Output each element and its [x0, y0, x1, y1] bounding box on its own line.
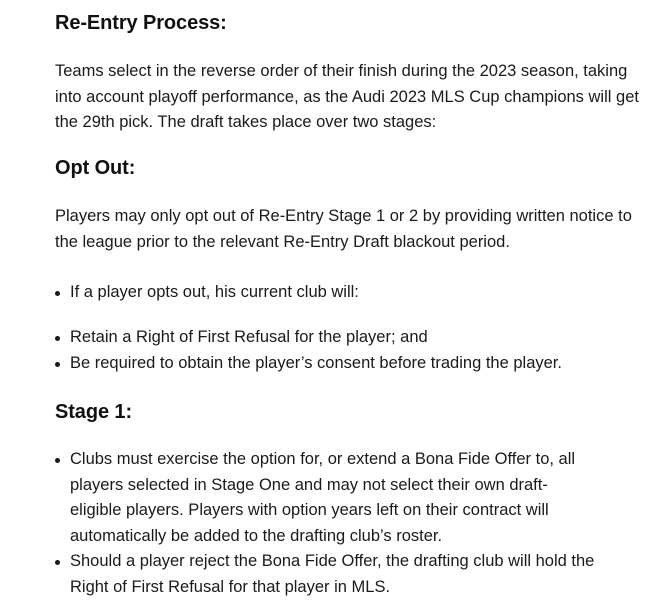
list-item [55, 325, 655, 351]
optout-heading: Opt Out: [55, 157, 136, 179]
list-item [55, 549, 595, 600]
optout-list-intro [55, 280, 655, 306]
list-item [55, 351, 655, 377]
bullet-icon [55, 291, 60, 296]
list-item-text: Be required to obtain the player’s consent before trading the player. [70, 353, 562, 372]
list-item-text: Should a player reject the Bona Fide Offer, the drafting club will hold the Right of First Refusal for that player in MLS. [70, 552, 595, 596]
list-item [55, 447, 595, 549]
stage1-list [55, 447, 595, 600]
bullet-icon [55, 560, 60, 565]
list-item-text: If a player opts out, his current club will: [70, 283, 359, 301]
list-item-text: Retain a Right of First Refusal for the player; and [70, 328, 428, 346]
list-item [55, 280, 655, 306]
bullet-icon [55, 336, 60, 341]
optout-list-conditions [55, 325, 655, 376]
stage1-heading: Stage 1: [55, 401, 133, 423]
reentry-paragraph: Teams select in the reverse order of their finish during the 2023 season, taking into account playoff performance, as the Audi 2023 MLS Cup champions will get the 29th pick. The draft takes place over two stages: [55, 62, 639, 131]
reentry-heading: Re-Entry Process: [55, 12, 227, 34]
bullet-icon [55, 458, 60, 463]
bullet-icon [55, 362, 60, 367]
list-item-text: Clubs must exercise the option for, or extend a Bona Fide Offer to, all players selected in Stage One and may not select their own draft-eligible players. Players with option years left on their contract will automatically be added to the drafting club’s roster. [70, 450, 576, 545]
optout-paragraph: Players may only opt out of Re-Entry Stage 1 or 2 by providing written notice to the league prior to the relevant Re-Entry Draft blackout period. [55, 207, 632, 251]
